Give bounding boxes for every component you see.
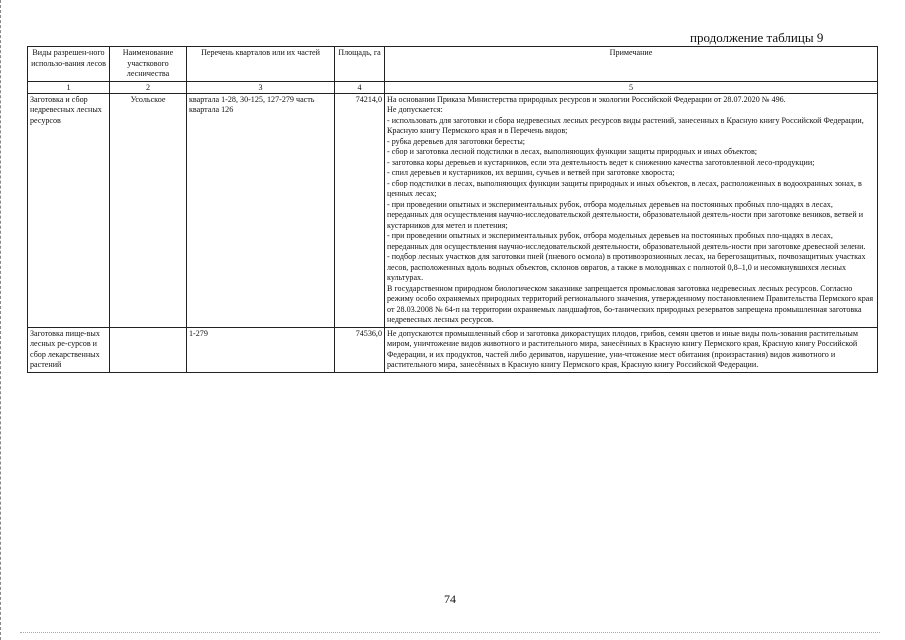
note-line: - при проведении опытных и экспериментальных рубок, отбора модельных деревьев на постоянных пробных пло-щадях в лесах, переданных для осуществления научно-исследовательской деятельности, образовательной деятель-ности при заготовке древесной зелени. (387, 231, 866, 251)
area-cell: 74536,0 (335, 327, 385, 372)
column-number: 5 (385, 81, 878, 93)
scan-bottom-edge (20, 632, 880, 636)
area-cell: 74214,0 (335, 93, 385, 327)
scan-left-edge (0, 0, 4, 640)
page-number: 74 (444, 592, 456, 606)
note-line: - сбор подстилки в лесах, выполняющих функции защиты природных и иных объектов, в лесах, расположенных в водоохранных зонах, в ценных лесах; (387, 178, 862, 198)
forestry-cell (110, 327, 187, 372)
note-line: На основании Приказа Министерства природных ресурсов и экологии Российской Федерации от 28.07.2020 № 496. (387, 94, 786, 104)
header-use-type: Виды разрешен-ного использо-вания лесов (28, 47, 110, 82)
header-area: Площадь, га (335, 47, 385, 82)
column-number: 1 (28, 81, 110, 93)
header-quarters: Перечень кварталов или их частей (187, 47, 335, 82)
note-line: - использовать для заготовки и сбора недревесных лесных ресурсов виды растений, занесенных в Красную книгу Российской Федерации, Красную книгу Пермского края и в Перечень видов; (387, 115, 864, 135)
column-number: 2 (110, 81, 187, 93)
header-forestry: Наименование участкового лесничества (110, 47, 187, 82)
table-row (28, 93, 878, 327)
column-number: 3 (187, 81, 335, 93)
table-continuation-label: продолжение таблицы 9 (690, 30, 824, 45)
table-row (28, 327, 878, 372)
forest-use-table (27, 46, 878, 373)
note-line: - заготовка коры деревьев и кустарников, если эта деятельность ведет к снижению качества заготовленной лесо-продукции; (387, 157, 815, 167)
note-line: Не допускается: (387, 105, 443, 114)
note-line: - подбор лесных участков для заготовки пней (пневого осмола) в противоэрозионных лесах, на берегозащитных, почвозащитных участках лесов, расположенных вдоль водных объектов, склонов оврагов, а также в молодняках с полнотой 0,8–1,0 и несомкнувшихся лесных культурах. (387, 252, 866, 282)
use-type-cell: Заготовка пище-вых лесных ре-сурсов и сбор лекарственных растений (28, 327, 110, 372)
note-line: - спил деревьев и кустарников, их вершин, сучьев и ветвей при заготовке хвороста; (387, 168, 675, 177)
use-type-cell: Заготовка и сбор недревесных лесных ресурсов (28, 93, 110, 327)
note-line: - при проведении опытных и экспериментальных рубок, отбора модельных деревьев на постоянных пробных пло-щадях в лесах, переданных для осуществления научно-исследовательской деятельности, образовательной деятель-ности при заготовке веников, ветвей и кустарников для метел и плетения; (387, 199, 864, 230)
header-note: Примечание (385, 47, 878, 82)
quarters-cell: 1-279 (187, 327, 335, 372)
note-line: - сбор и заготовка лесной подстилки в лесах, выполняющих функции защиты природных и иных объектов; (387, 147, 758, 156)
forestry-cell: Усольское (110, 93, 187, 327)
note-line: В государственном природном биологическом заказнике запрещается промысловая заготовка недревесных лесных ресурсов. Согласно режиму особо охраняемых природных территорий регионального значения, утвержденному постановлением Правительства Пермского края от 28.03.2008 № 64-п на территории охраняемых ландшафтов, бо-танических природных резерватов запрещена промышленная заготовка недревесных лесных ресурсов. (387, 283, 874, 324)
table-header-row (28, 47, 878, 82)
note-line: - рубка деревьев для заготовки бересты; (387, 136, 526, 146)
column-number: 4 (335, 81, 385, 93)
note-cell (385, 327, 878, 372)
note-cell (385, 93, 878, 327)
column-number-row (28, 81, 878, 93)
note-line: Не допускаются промышленный сбор и заготовка дикорастущих плодов, грибов, семян цветов и иные виды поль-зования растительным миром, уничтожение видов животного и растительного мира, занесённых в Красную книгу Пермского края, Красную книгу Российской Федерации, и их продуктов, частей либо дериватов, нарушение, уни-чтожение мест обитания (произрастания) видов животного и растительного мира, занесённых в Красную книгу Пермского края, Красную книгу Российской Федерации. (387, 328, 858, 369)
quarters-cell: квартала 1-28, 30-125, 127-279 часть квартала 126 (187, 93, 335, 327)
